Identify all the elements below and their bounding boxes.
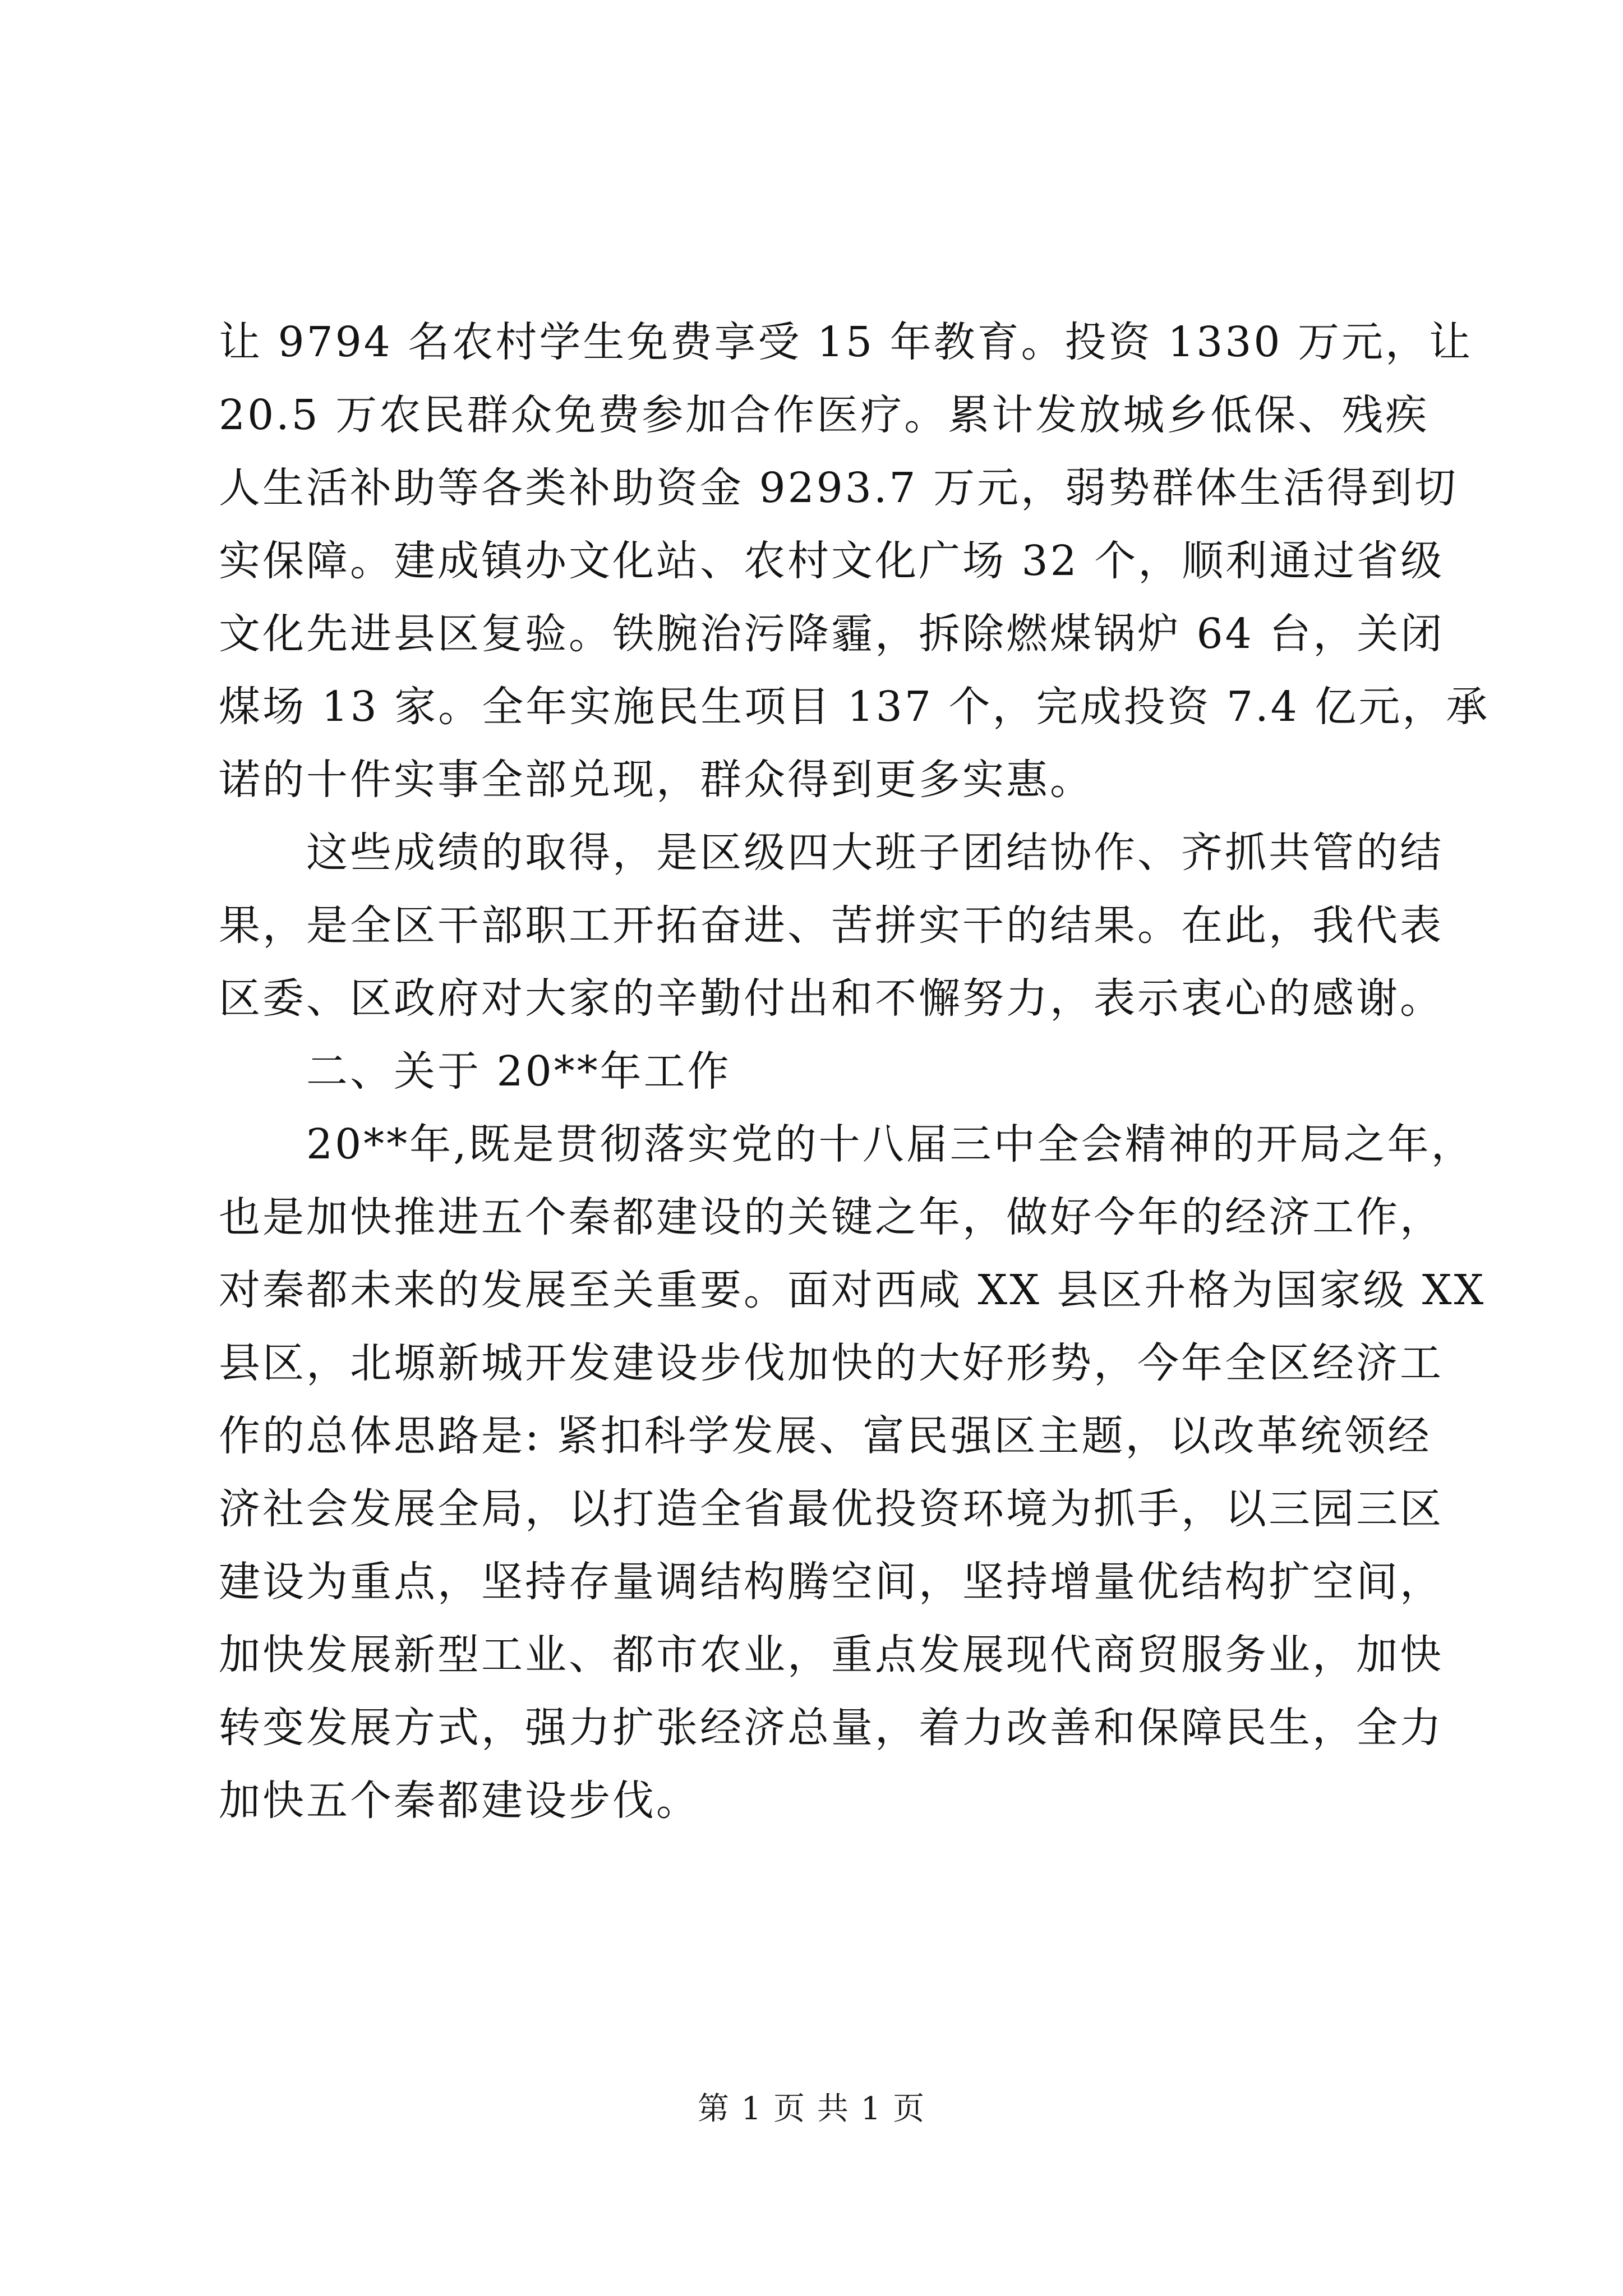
text-line: 对秦都未来的发展至关重要。面对西咸 XX 县区升格为国家级 XX [219, 1266, 1486, 1314]
page-number-footer: 第 1 页 共 1 页 [697, 2091, 926, 2127]
text-line: 作的总体思路是: 紧扣科学发展、富民强区主题，以改革统领经 [219, 1412, 1432, 1460]
document-body [219, 306, 1490, 1837]
text-line: 诺的十件实事全部兑现，群众得到更多实惠。 [219, 756, 1094, 804]
text-line: 加快发展新型工业、都市农业，重点发展现代商贸服务业，加快 [219, 1631, 1444, 1679]
text-line: 让 9794 名农村学生免费享受 15 年教育。投资 1330 万元，让 [219, 318, 1473, 366]
text-line: 这些成绩的取得，是区级四大班子团结协作、齐抓共管的结 [306, 829, 1444, 877]
text-line: 县区，北塬新城开发建设步伐加快的大好形势，今年全区经济工 [219, 1339, 1444, 1387]
text-line: 文化先进县区复验。铁腕治污降霾，拆除燃煤锅炉 64 台，关闭 [219, 610, 1445, 658]
heading-text: 二、关于 20**年工作 [306, 1047, 731, 1096]
text-line: 人生活补助等各类补助资金 9293.7 万元，弱势群体生活得到切 [219, 464, 1458, 512]
text-line: 建设为重点，坚持存量调结构腾空间，坚持增量优结构扩空间， [219, 1558, 1444, 1606]
text-line: 济社会发展全局，以打造全省最优投资环境为抓手，以三园三区 [219, 1485, 1444, 1533]
text-line: 也是加快推进五个秦都建设的关键之年，做好今年的经济工作， [219, 1193, 1444, 1241]
text-line: 果，是全区干部职工开拓奋进、苦拼实干的结果。在此，我代表 [219, 901, 1444, 950]
text-line: 加快五个秦都建设步伐。 [219, 1777, 700, 1825]
text-line: 煤场 13 家。全年实施民生项目 137 个，完成投资 7.4 亿元，承 [219, 683, 1490, 731]
paragraph-livelihood [219, 306, 1490, 816]
text-line: 20**年,既是贯彻落实党的十八届三中全会精神的开局之年， [306, 1120, 1475, 1168]
text-line: 20.5 万农民群众免费参加合作医疗。累计发放城乡低保、残疾 [219, 391, 1430, 439]
text-line: 转变发展方式，强力扩张经济总量，着力改善和保障民生，全力 [219, 1704, 1444, 1752]
text-line: 实保障。建成镇办文化站、农村文化广场 32 个，顺利通过省级 [219, 537, 1445, 585]
text-line: 区委、区政府对大家的辛勤付出和不懈努力，表示衷心的感谢。 [219, 974, 1444, 1023]
paragraph-thanks [219, 816, 1444, 1035]
paragraph-work-plan [219, 1108, 1486, 1837]
section-heading [219, 1035, 1419, 1108]
